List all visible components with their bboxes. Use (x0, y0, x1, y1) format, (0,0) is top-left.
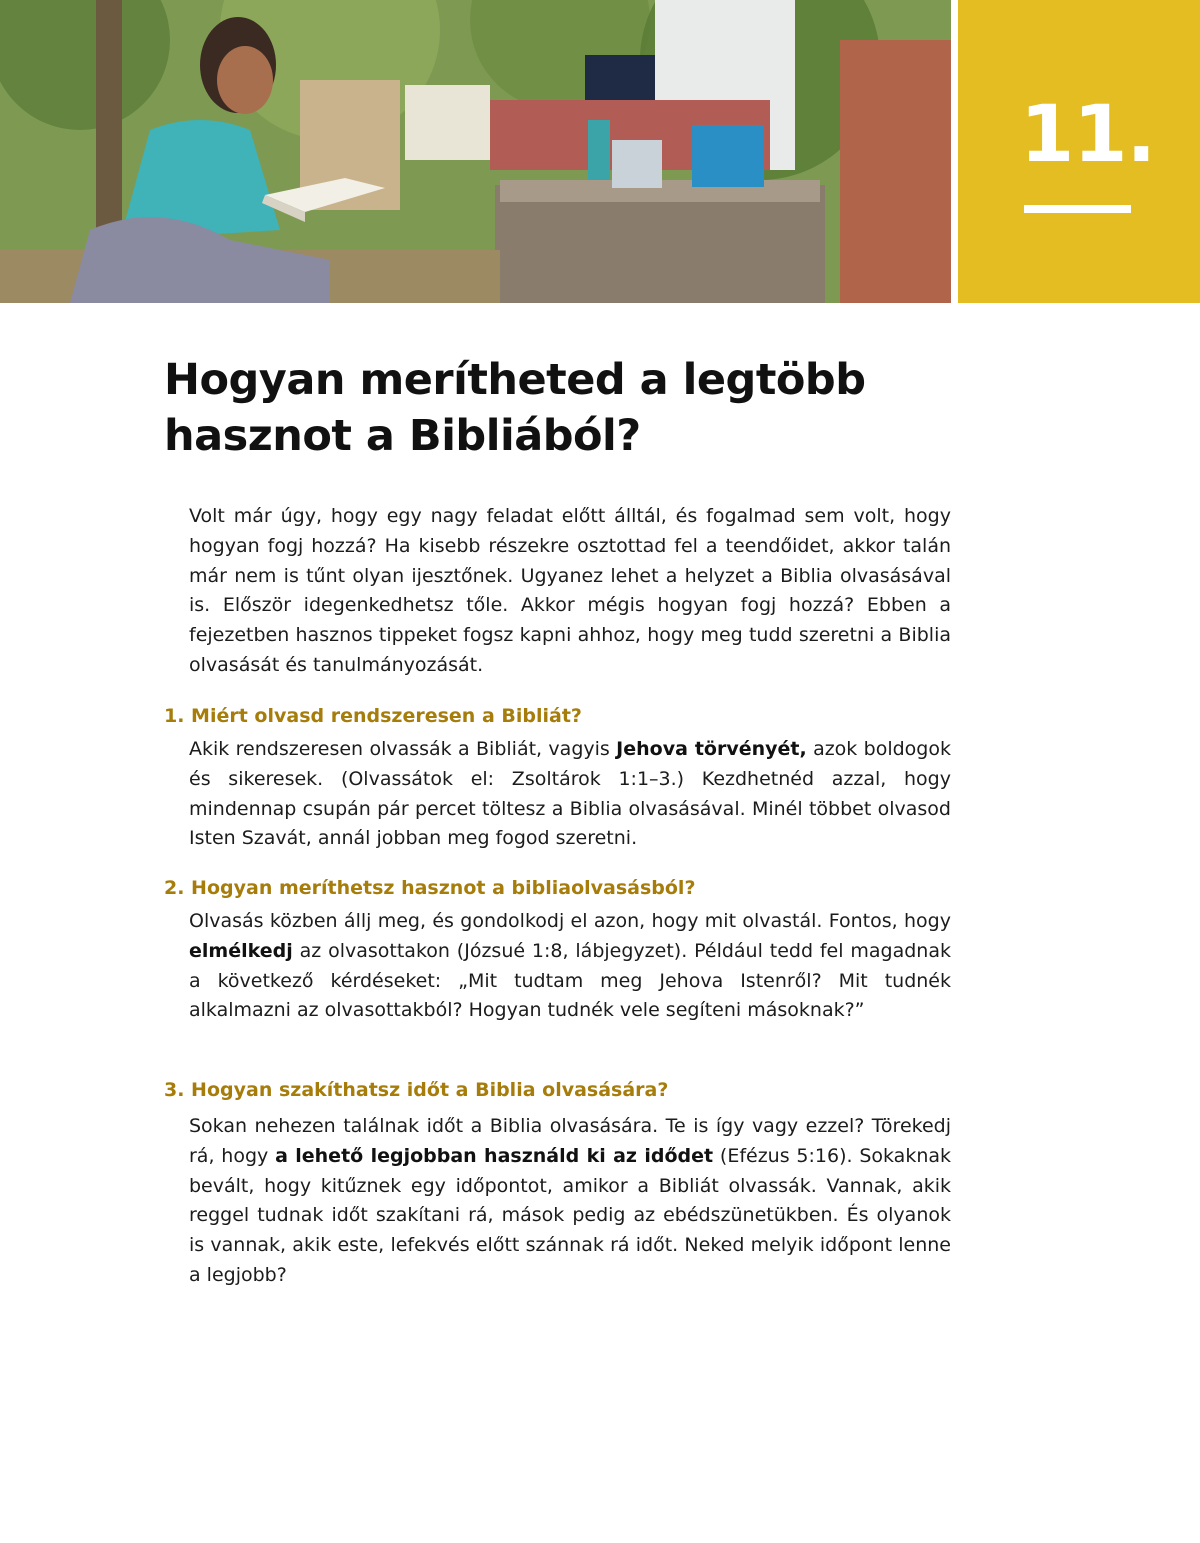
header-photo (0, 0, 951, 303)
section-2-text-start: Olvasás közben állj meg, és gondolkodj el azon, hogy mit olvastál. Fontos, hogy (189, 910, 951, 932)
photo-illustration (0, 0, 951, 303)
section-2-text-end: az olvasottakon (Józsué 1:8, lábjegyzet). Például tedd fel magadnak a következő kérdéseket: „Mit tudtam meg Jehova Istenről? Mit tudnék alkalmazni az olvasottakból? Hogyan tudnék vele segíteni másoknak?” (189, 939, 951, 1022)
section-2-paragraph (189, 907, 951, 1026)
page-title (164, 352, 964, 464)
intro-paragraph: Volt már úgy, hogy egy nagy feladat előtt álltál, és fogalmad sem volt, hogy hogyan fogj hozzá? Ha kisebb részekre osztottad fel a teendőidet, akkor talán már nem is tűnt olyan ijesztőnek. Ugyanez lehet a helyzet a Biblia olvasásával is. Először idegenkedhetsz tőle. Akkor mégis hogyan fogj hozzá? Ebben a fejezetben hasznos tippeket fogsz kapni ahhoz, hogy meg tudd szeretni a Biblia olvasását és tanulmányozását. (189, 505, 951, 676)
section-3-text-start: Sokan nehezen találnak időt a Biblia olvasására. Te is így vagy ezzel? Törekedj rá, hogy (189, 1115, 951, 1167)
section-2-emphasis: elmélkedj (189, 939, 293, 962)
section-3-emphasis: a lehető legjobban használd ki az idődet (275, 1144, 714, 1167)
section-1-heading: 1. Miért olvasd rendszeresen a Bibliát? (164, 705, 582, 727)
section-1-text-start: Akik rendszeresen olvassák a Bibliát, vagyis (189, 738, 617, 760)
section-3-paragraph (189, 1112, 951, 1291)
section-1-paragraph (189, 735, 951, 854)
section-2-heading: 2. Hogyan meríthetsz hasznot a bibliaolvasásból? (164, 877, 696, 899)
title-line-2: hasznot a Bibliából? (164, 411, 641, 461)
section-3-text-end: (Efézus 5:16). Sokaknak bevált, hogy kitűznek egy időpontot, amikor a Bibliát olvassák. Vannak, akik reggel tudnak időt szakítani rá, mások pedig az ebédszünetükben. És olyanok is vannak, akik este, lefekvés előtt szánnak rá időt. Neked melyik időpont lenne a legjobb? (189, 1144, 952, 1286)
section-1-text-end: azok boldogok és sikeresek. (Olvassátok el: Zsoltárok 1:1–3.) Kezdhetnéd azzal, hogy mindennap csupán pár percet töltesz a Biblia olvasásával. Minél többet olvasod Isten Szavát, annál jobban meg fogod szeretni. (189, 738, 951, 850)
title-line-1: Hogyan merítheted a legtöbb (164, 355, 866, 405)
chapter-badge (958, 0, 1200, 303)
section-1-emphasis: Jehova törvényét, (616, 738, 807, 760)
chapter-underline (1024, 205, 1131, 213)
section-3-heading: 3. Hogyan szakíthatsz időt a Biblia olvasására? (164, 1079, 669, 1101)
chapter-number: 11. (1020, 90, 1156, 180)
